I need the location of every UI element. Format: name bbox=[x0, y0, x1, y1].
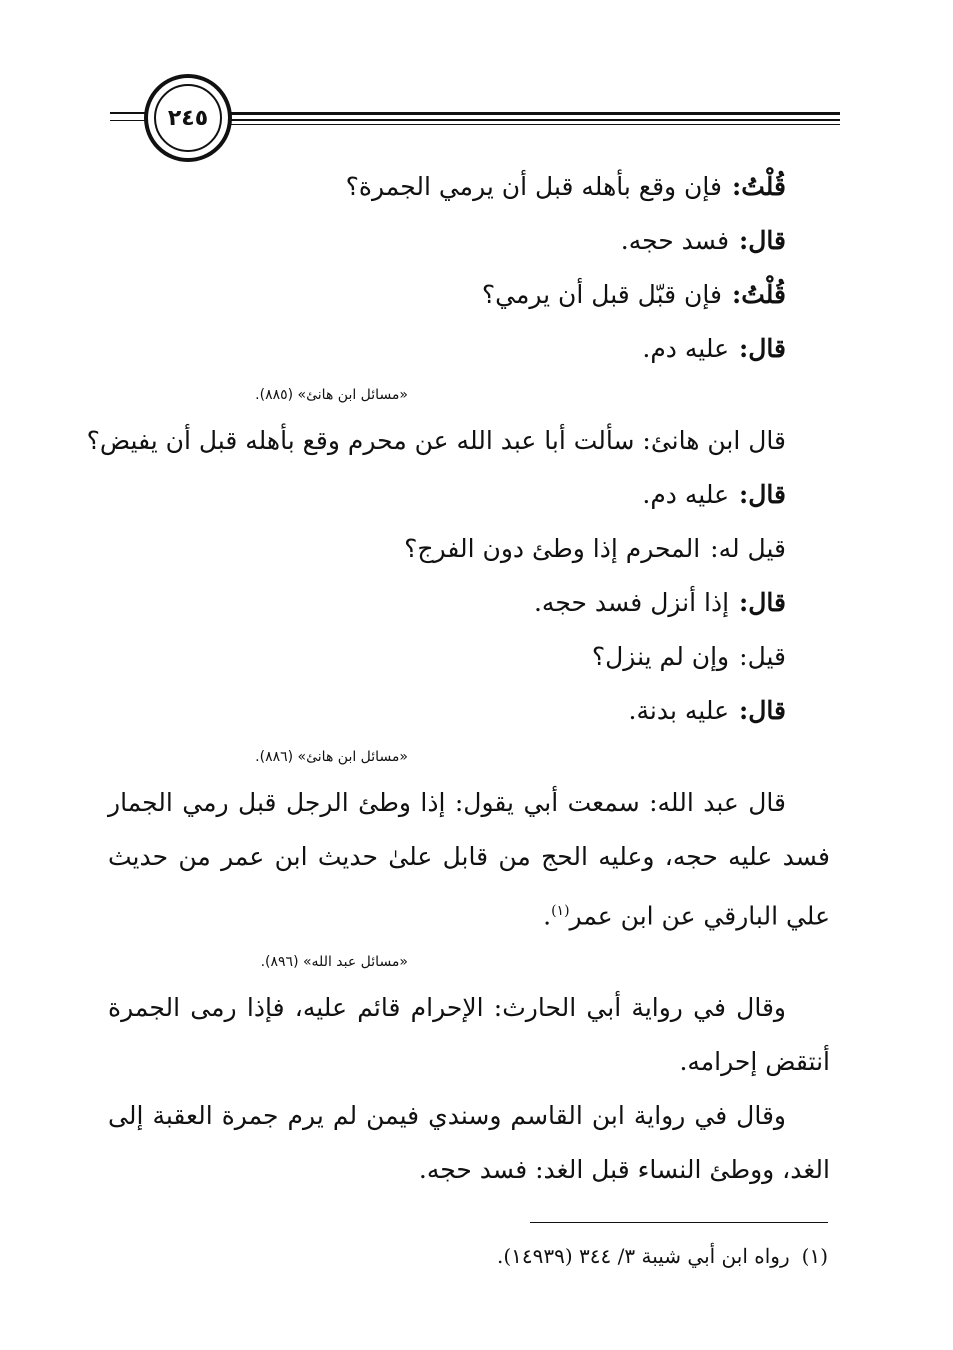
header-rule-left bbox=[110, 112, 146, 114]
paragraph: وقال في رواية أبي الحارث: الإحرام قائم عليه، فإذا رمى الجمرة أنتقض إحرامه. bbox=[108, 993, 830, 1077]
speaker-label: قيل له: bbox=[710, 534, 786, 563]
footnote bbox=[430, 1236, 828, 1276]
source-citation: «مسائل ابن هانئ» (٨٨٥). bbox=[255, 387, 408, 403]
speaker-label: قال: bbox=[739, 334, 786, 363]
footnote-text: رواه ابن أبي شيبة ٣/ ٣٤٤ (١٤٩٣٩). bbox=[496, 1244, 790, 1268]
page-header bbox=[110, 70, 840, 160]
page-number: ٢٤٥ bbox=[154, 84, 222, 152]
footnote-number: (١) bbox=[801, 1244, 828, 1268]
speaker-label: قال: bbox=[739, 696, 786, 725]
qa-text: عليه دم. bbox=[642, 480, 730, 509]
qa-line bbox=[108, 684, 830, 738]
qa-line bbox=[108, 630, 830, 684]
qa-line bbox=[108, 214, 830, 268]
speaker-label: قال: bbox=[739, 480, 786, 509]
speaker-label: قُلْتُ: bbox=[731, 280, 786, 309]
qa-line bbox=[108, 160, 830, 214]
qa-line bbox=[108, 522, 830, 576]
paragraph-text: قال عبد الله: سمعت أبي يقول: إذا وطئ الرجل قبل رمي الجمار فسد عليه حجه، وعليه الحج من قابل علىٰ حديث ابن عمر من حديث علي البارقي عن ابن عمر bbox=[108, 788, 830, 931]
source-citation: «مسائل عبد الله» (٨٩٦). bbox=[260, 954, 408, 971]
qa-line bbox=[108, 322, 830, 376]
speaker-label: قال: bbox=[739, 226, 786, 255]
qa-text: فإن قبّل قبل أن يرمي؟ bbox=[481, 280, 722, 309]
header-rule bbox=[210, 119, 840, 121]
speaker-label: قيل: bbox=[739, 642, 786, 671]
header-rule bbox=[210, 112, 840, 115]
footnote-separator bbox=[530, 1222, 828, 1223]
header-rule bbox=[210, 124, 840, 125]
qa-text: وإن لم ينزل؟ bbox=[591, 642, 730, 671]
speaker-label: قال: bbox=[739, 588, 786, 617]
speaker-label: قُلْتُ: bbox=[731, 172, 786, 201]
source-citation: «مسائل ابن هانئ» (٨٨٦). bbox=[255, 749, 408, 765]
qa-text: عليه بدنة. bbox=[628, 696, 730, 725]
qa-text: فسد حجه. bbox=[620, 226, 730, 255]
qa-text: المحرم إذا وطئ دون الفرج؟ bbox=[404, 534, 701, 563]
header-rule-left bbox=[110, 120, 146, 121]
paragraph bbox=[108, 776, 830, 943]
qa-text: فإن وقع بأهله قبل أن يرمي الجمرة؟ bbox=[345, 172, 722, 201]
paragraph-end: . bbox=[543, 901, 552, 931]
page-number-badge bbox=[144, 74, 232, 162]
footnote-ref: (١) bbox=[551, 903, 570, 919]
qa-text: إذا أنزل فسد حجه. bbox=[533, 588, 730, 617]
text-line: قال ابن هانئ: سألت أبا عبد الله عن محرم وقع بأهله قبل أن يفيض؟ bbox=[86, 426, 786, 455]
qa-line bbox=[108, 268, 830, 322]
page-body bbox=[86, 160, 830, 1197]
qa-line bbox=[108, 576, 830, 630]
qa-text: عليه دم. bbox=[642, 334, 730, 363]
paragraph: وقال في رواية ابن القاسم وسندي فيمن لم يرم جمرة العقبة إلى الغد، ووطئ النساء قبل الغد: فسد حجه. bbox=[108, 1101, 830, 1185]
qa-line bbox=[108, 468, 830, 522]
